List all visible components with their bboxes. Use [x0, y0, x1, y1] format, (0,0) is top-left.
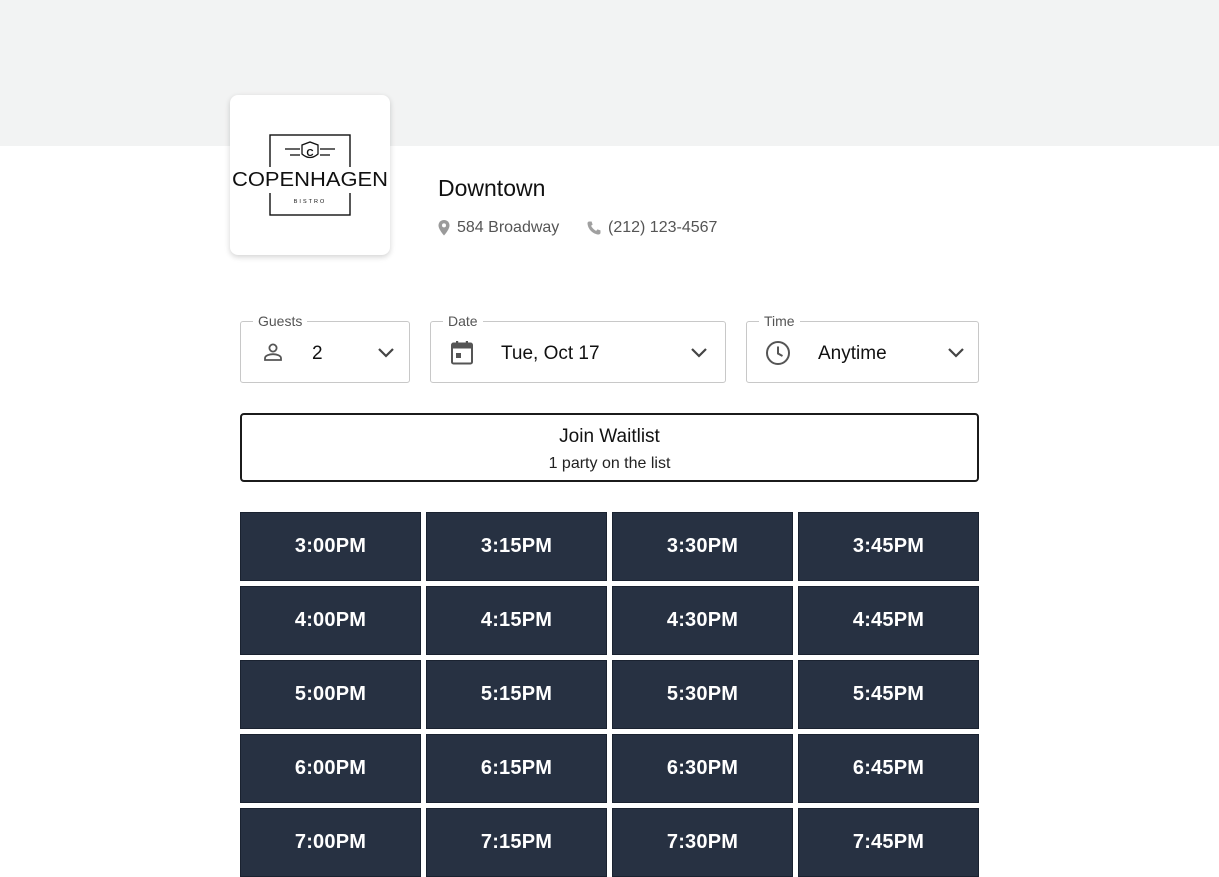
time-slot-button[interactable]: 6:30PM	[612, 734, 793, 803]
time-slot-button[interactable]: 6:45PM	[798, 734, 979, 803]
calendar-icon	[450, 340, 474, 366]
map-pin-icon	[437, 219, 451, 237]
waitlist-title: Join Waitlist	[559, 426, 660, 447]
location-title: Downtown	[438, 175, 546, 201]
chevron-down-icon	[947, 346, 965, 360]
phone-text: (212) 123-4567	[608, 219, 718, 236]
guests-select[interactable]	[240, 313, 410, 383]
guests-label: Guests	[253, 312, 307, 330]
time-slot-button[interactable]: 5:00PM	[240, 660, 421, 729]
logo-wordmark: COPENHAGEN	[232, 169, 388, 191]
time-slot-button[interactable]: 4:15PM	[426, 586, 607, 655]
time-slot-button[interactable]: 7:00PM	[240, 808, 421, 877]
time-slot-button[interactable]: 4:00PM	[240, 586, 421, 655]
time-slot-button[interactable]: 3:30PM	[612, 512, 793, 581]
time-slot-button[interactable]: 3:00PM	[240, 512, 421, 581]
time-value: Anytime	[818, 343, 887, 364]
time-slot-button[interactable]: 7:15PM	[426, 808, 607, 877]
time-slot-grid	[240, 512, 979, 877]
phone-line[interactable]	[586, 217, 717, 239]
chevron-down-icon	[690, 346, 708, 360]
phone-icon	[586, 220, 602, 236]
time-slot-button[interactable]: 5:15PM	[426, 660, 607, 729]
time-slot-button[interactable]: 3:45PM	[798, 512, 979, 581]
time-slot-button[interactable]: 7:45PM	[798, 808, 979, 877]
date-label: Date	[443, 312, 483, 330]
guests-value: 2	[312, 343, 323, 364]
time-slot-button[interactable]: 5:30PM	[612, 660, 793, 729]
time-label: Time	[759, 312, 800, 330]
person-icon	[261, 340, 285, 364]
waitlist-subtitle: 1 party on the list	[548, 455, 671, 472]
clock-icon	[765, 340, 791, 366]
copenhagen-logo-mark	[230, 95, 390, 255]
time-slot-button[interactable]: 6:15PM	[426, 734, 607, 803]
time-slot-button[interactable]: 4:45PM	[798, 586, 979, 655]
restaurant-logo	[230, 95, 390, 255]
logo-subtext: BISTRO	[293, 199, 327, 205]
chevron-down-icon	[377, 346, 395, 360]
time-slot-button[interactable]: 7:30PM	[612, 808, 793, 877]
date-select[interactable]	[430, 313, 726, 383]
time-select[interactable]	[746, 313, 979, 383]
join-waitlist-button[interactable]	[240, 413, 979, 482]
date-value: Tue, Oct 17	[501, 343, 600, 364]
time-slot-button[interactable]: 3:15PM	[426, 512, 607, 581]
time-slot-button[interactable]: 5:45PM	[798, 660, 979, 729]
time-slot-button[interactable]: 4:30PM	[612, 586, 793, 655]
header-banner	[0, 0, 1219, 146]
address-line[interactable]	[437, 217, 559, 239]
time-slot-button[interactable]: 6:00PM	[240, 734, 421, 803]
svg-text:C: C	[306, 148, 314, 159]
address-text: 584 Broadway	[457, 219, 560, 236]
